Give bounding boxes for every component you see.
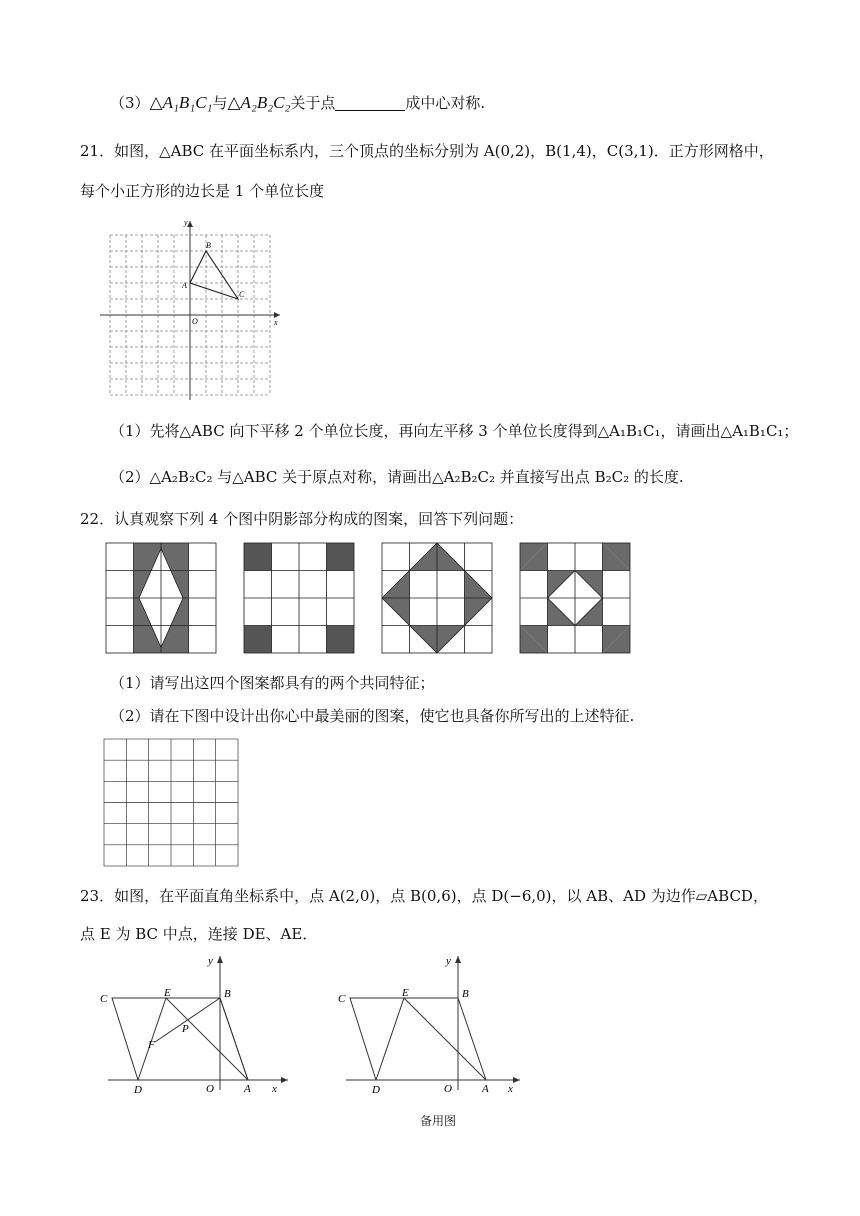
q22-line1: 22．认真观察下列 4 个图中阴影部分构成的图案，回答下列问题： bbox=[80, 510, 524, 528]
q21-part1: （1）先将△ABC 向下平移 2 个单位长度，再向左平移 3 个单位长度得到△A₁B₁C₁，请画出△A₁B₁C₁； bbox=[110, 422, 799, 440]
q22-pattern-2 bbox=[244, 543, 354, 653]
q22-pattern-1 bbox=[106, 543, 216, 653]
point-e-label: E bbox=[402, 987, 409, 999]
q22-design-grid[interactable] bbox=[104, 739, 238, 866]
point-d-label: D bbox=[134, 1084, 142, 1096]
q23-caption: 备用图 bbox=[420, 1114, 457, 1128]
q21-line1: 21．如图，△ABC 在平面坐标系内，三个顶点的坐标分别为 A(0,2)，B(1,4)，C(3,1)．正方形网格中， bbox=[80, 142, 774, 160]
y-axis-label: y bbox=[208, 955, 213, 967]
origin-label: O bbox=[192, 317, 198, 326]
parallelogram-abcd bbox=[350, 998, 486, 1080]
q21-grid-figure bbox=[100, 215, 290, 400]
point-b-label: B bbox=[462, 988, 469, 1000]
q20-text-a: 关于点 bbox=[290, 94, 336, 112]
point-c-label: C bbox=[239, 290, 245, 299]
point-c-label: C bbox=[338, 993, 346, 1005]
y-axis-label: y bbox=[184, 218, 188, 227]
origin-label: O bbox=[444, 1083, 452, 1095]
x-axis-label: x bbox=[274, 318, 278, 327]
point-c-label: C bbox=[100, 993, 108, 1005]
point-a-label: A bbox=[244, 1083, 251, 1095]
q20-part3-prefix: （3） bbox=[110, 94, 150, 112]
q23-figure-main bbox=[100, 952, 290, 1096]
q20-mid: 与 bbox=[212, 94, 228, 112]
q21-line2: 每个小正方形的边长是 1 个单位长度 bbox=[80, 182, 325, 200]
triangle-abc bbox=[190, 251, 238, 299]
point-b-label: B bbox=[206, 241, 211, 250]
x-axis-label: x bbox=[272, 1083, 277, 1095]
point-f-label: F bbox=[148, 1039, 155, 1051]
q23-figure-spare bbox=[338, 952, 528, 1096]
x-axis-label: x bbox=[508, 1083, 513, 1095]
q21-part2: （2）△A₂B₂C₂ 与△ABC 关于原点对称，请画出△A₂B₂C₂ 并直接写出点 B₂C₂ 的长度. bbox=[110, 468, 684, 486]
q20-tri2: △A₂B₂C₂ bbox=[227, 93, 291, 112]
point-d-label: D bbox=[372, 1084, 380, 1096]
q22-part1: （1）请写出这四个图案都具有的两个共同特征； bbox=[110, 674, 435, 692]
q20-part3 bbox=[110, 92, 485, 114]
q20-tri1: △A₁B₁C₁ bbox=[149, 93, 213, 112]
q23-line1: 23．如图，在平面直角坐标系中，点 A(2,0)，点 B(0,6)，点 D(−6,0)，以 AB、AD 为边作▱ABCD， bbox=[80, 887, 768, 905]
y-axis-label: y bbox=[446, 955, 451, 967]
q23-line2: 点 E 为 BC 中点，连接 DE、AE． bbox=[80, 925, 318, 943]
q22-pattern-4 bbox=[520, 543, 630, 653]
q20-text-b: 成中心对称. bbox=[405, 94, 486, 112]
point-p-label: P bbox=[182, 1023, 189, 1035]
parallelogram-abcd bbox=[112, 998, 248, 1080]
q22-pattern-3 bbox=[382, 543, 492, 653]
point-a-label: A bbox=[482, 1083, 489, 1095]
answer-blank[interactable] bbox=[335, 94, 405, 111]
origin-label: O bbox=[206, 1083, 214, 1095]
point-b-label: B bbox=[224, 988, 231, 1000]
q22-part2: （2）请在下图中设计出你心中最美丽的图案，使它也具备你所写出的上述特征. bbox=[110, 707, 635, 725]
point-e-label: E bbox=[164, 987, 171, 999]
point-a-label: A bbox=[182, 281, 187, 290]
